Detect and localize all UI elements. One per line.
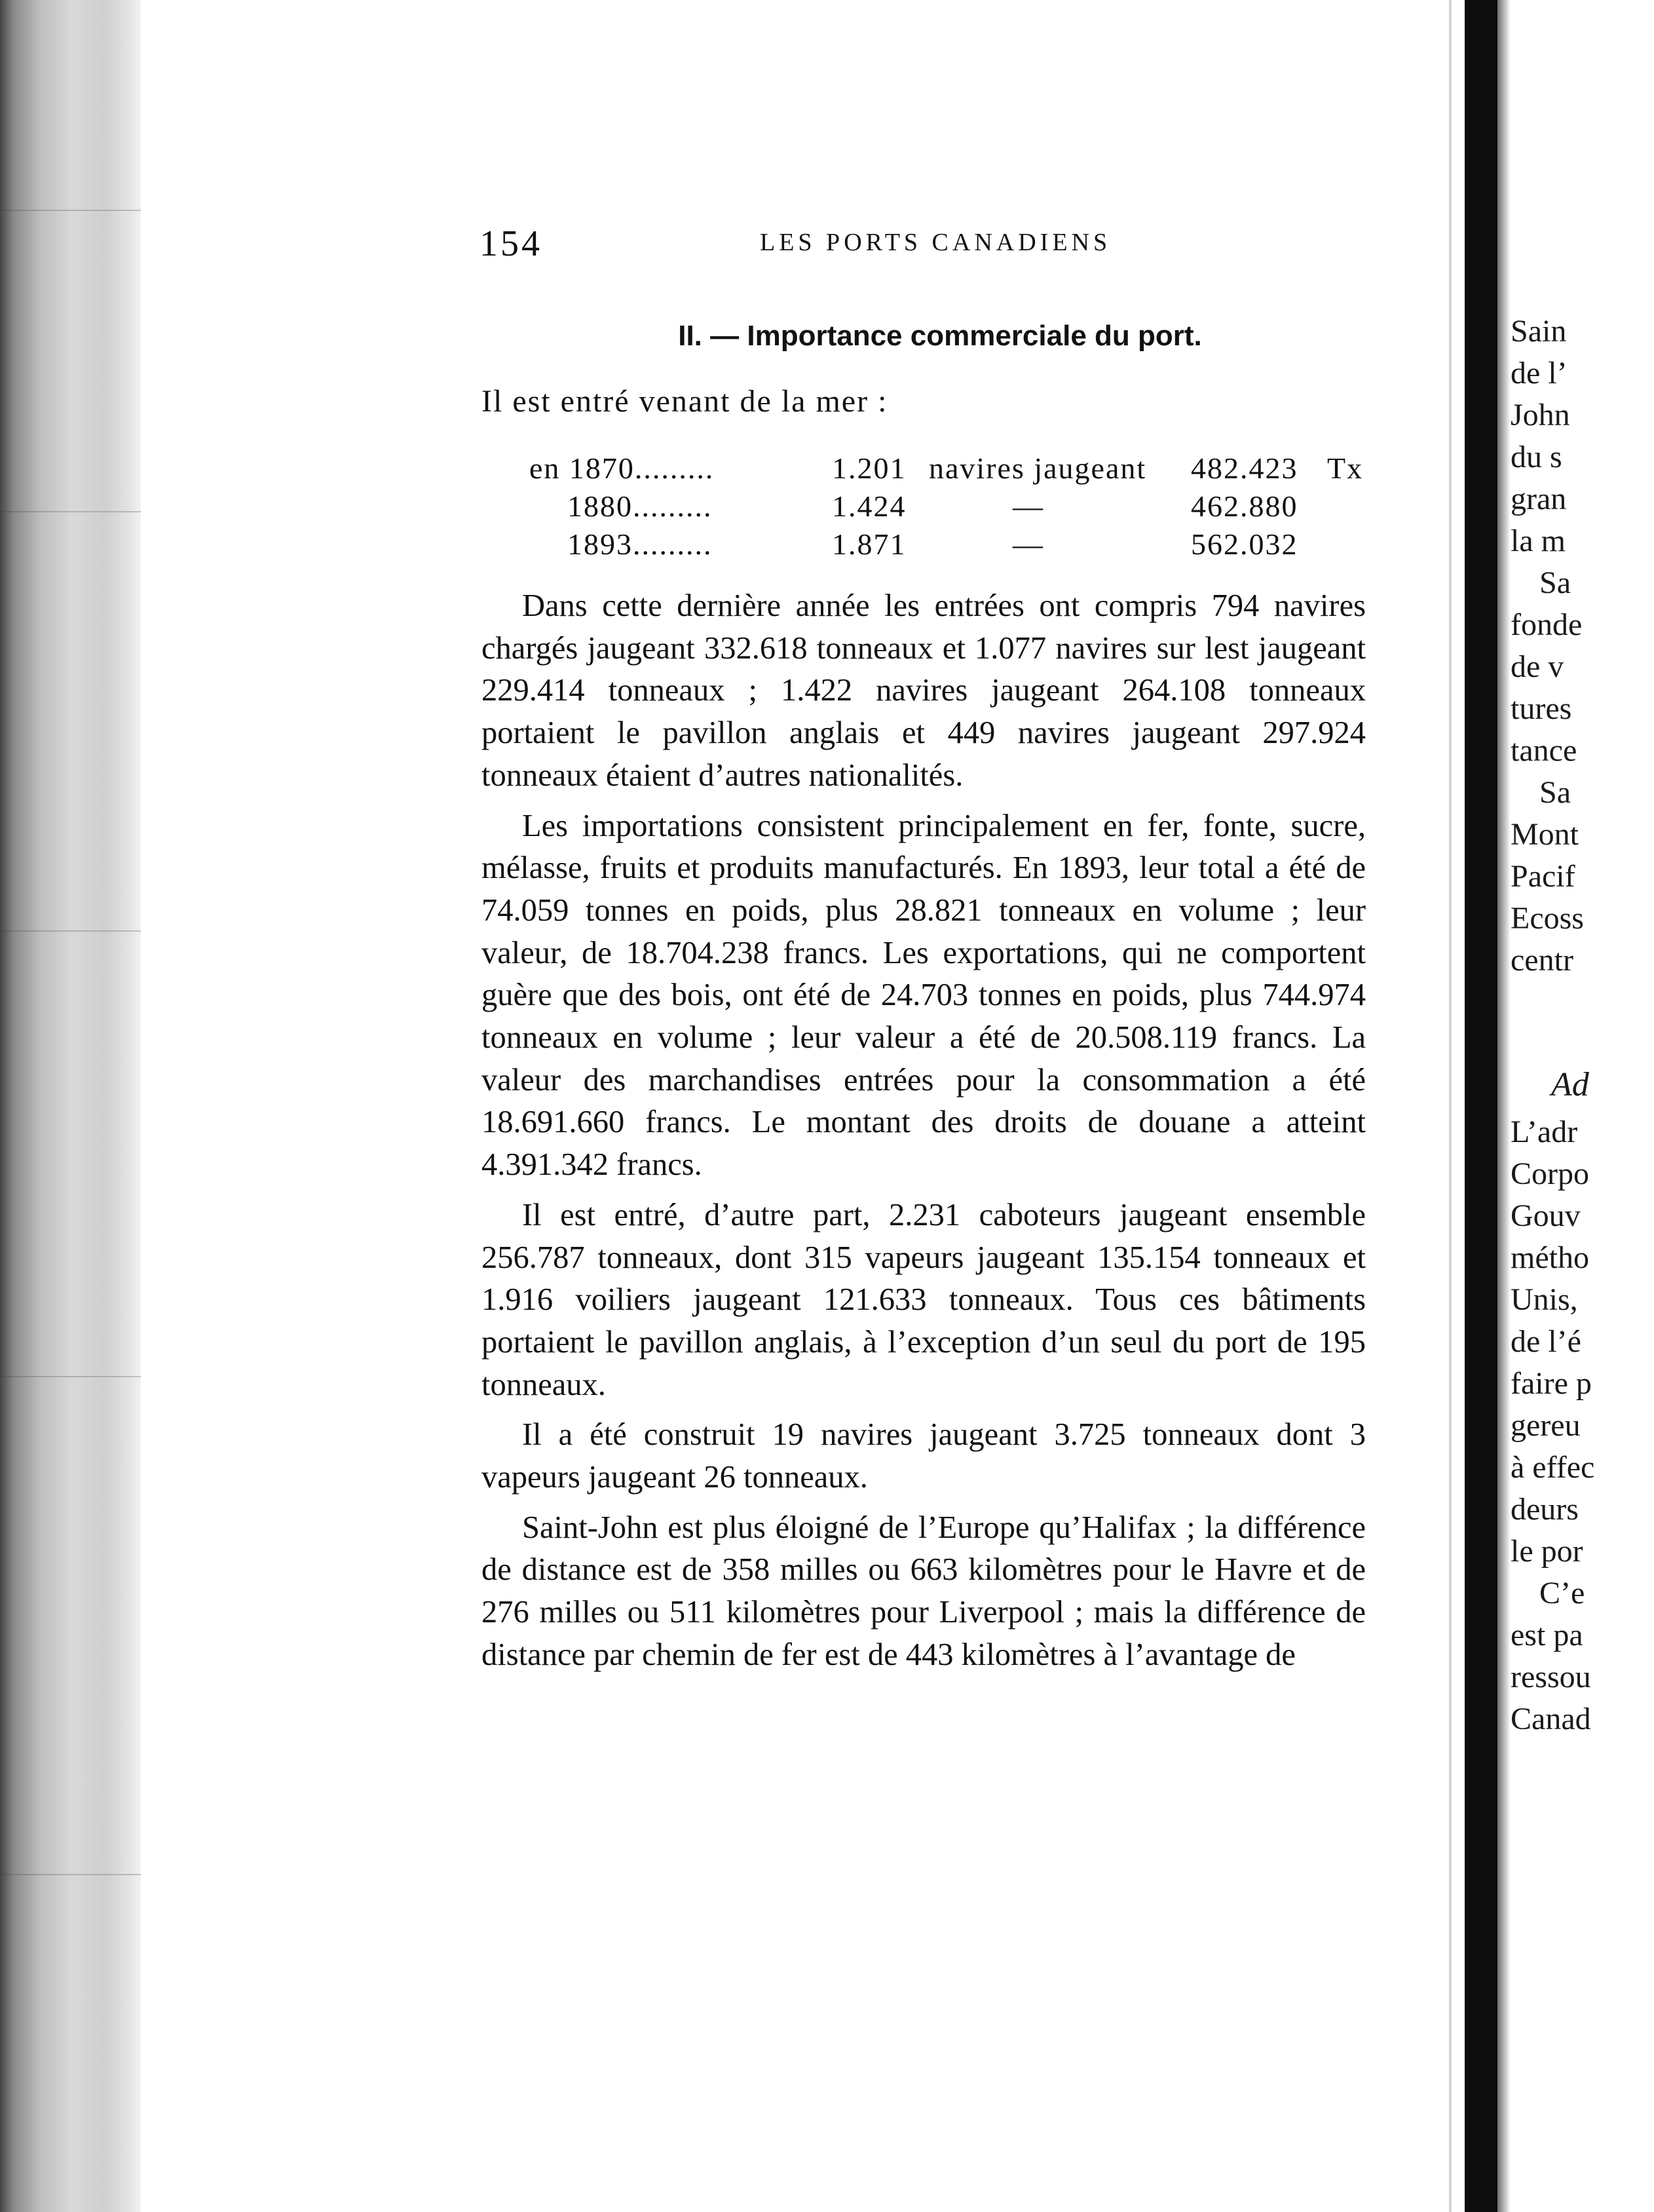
paragraph: Dans cette dernière année les entrées ont compris 794 navires chargés jaugeant 332.618 tonneaux et 1.077 navires sur lest jaugeant 229.414 tonneaux ; 1.422 navires jaugeant 264.108 tonneaux portaient le pavillon anglais et 449 navires jaugeant 297.924 tonneaux étaient d’autres nationalités. xyxy=(481,588,1366,793)
facing-line: C’e xyxy=(1539,1576,1585,1611)
facing-line: tance xyxy=(1511,733,1577,768)
book-gutter xyxy=(1465,0,1497,2212)
facing-line: de v xyxy=(1511,649,1564,684)
gutter-line xyxy=(1449,0,1452,2212)
stat-row xyxy=(529,451,1381,489)
facing-line: fonde xyxy=(1511,607,1583,642)
stat-year: 1893......... xyxy=(567,527,713,561)
facing-line: Canad xyxy=(1511,1702,1591,1736)
stat-year: en 1870......... xyxy=(529,451,715,485)
facing-line: Ecoss xyxy=(1511,901,1584,936)
shipping-stats-table xyxy=(529,451,1381,565)
facing-line: le por xyxy=(1511,1534,1583,1569)
facing-line: de l’é xyxy=(1511,1324,1581,1359)
stat-ships: 1.201 xyxy=(832,451,907,485)
stat-ditto: — xyxy=(1013,489,1044,523)
facing-line: Sa xyxy=(1539,565,1571,600)
facing-line: tures xyxy=(1511,691,1572,726)
facing-line: de l’ xyxy=(1511,356,1568,391)
facing-line: du s xyxy=(1511,440,1562,474)
facing-line: deurs xyxy=(1511,1492,1579,1527)
facing-heading: Ad xyxy=(1551,1066,1589,1103)
page-number: 154 xyxy=(479,223,542,264)
paragraph: Il a été construit 19 navires jaugeant 3.725 tonneaux dont 3 vapeurs jaugeant 26 tonneaux. xyxy=(481,1417,1366,1495)
stat-ships: 1.871 xyxy=(832,527,907,561)
facing-line: Sa xyxy=(1539,775,1571,810)
facing-line: Corpo xyxy=(1511,1156,1589,1191)
stat-year: 1880......... xyxy=(567,489,713,523)
stat-tonnage: 462.880 xyxy=(1191,489,1298,523)
facing-line: Unis, xyxy=(1511,1282,1578,1317)
facing-line: Mont xyxy=(1511,817,1579,852)
paragraph: Il est entré, d’autre part, 2.231 caboteurs jaugeant ensemble 256.787 tonneaux, dont 315 vapeurs jaugeant 135.154 tonneaux et 1.916 voiliers jaugeant 121.633 tonneaux. Tous ces bâtiments portaient le pavillon anglais, à l’exception d’un seul du port de 195 tonneaux. xyxy=(481,1197,1366,1402)
stat-tonnage: 562.032 xyxy=(1191,527,1298,561)
stat-unit: Tx xyxy=(1327,451,1364,485)
facing-line: gran xyxy=(1511,482,1567,516)
gutter-shadow xyxy=(1497,0,1511,2212)
facing-line: métho xyxy=(1511,1240,1589,1275)
running-title: LES PORTS CANADIENS xyxy=(760,229,1112,256)
facing-line: gereu xyxy=(1511,1408,1581,1443)
facing-page-fragment xyxy=(1511,0,1654,2212)
facing-line: centr xyxy=(1511,943,1573,978)
facing-line: John xyxy=(1511,398,1570,432)
facing-line: la m xyxy=(1511,524,1566,558)
stat-row xyxy=(529,489,1381,527)
facing-line: ressou xyxy=(1511,1660,1591,1694)
stat-ships: 1.424 xyxy=(832,489,907,523)
facing-line: est pa xyxy=(1511,1618,1583,1652)
facing-line: faire p xyxy=(1511,1366,1592,1401)
facing-line: Gouv xyxy=(1511,1198,1581,1233)
section-heading: II. — Importance commerciale du port. xyxy=(678,320,1202,352)
paragraph: Saint-John est plus éloigné de l’Europe qu’Halifax ; la différence de distance est de 358 milles ou 663 kilomètres pour le Havre et de 276 milles ou 511 kilomètres pour Liverpool ; mais la différence de distance par chemin de fer est de 443 kilomètres à l’avantage de xyxy=(481,1510,1366,1672)
body-text xyxy=(481,585,1366,1685)
running-head xyxy=(479,223,1370,262)
stat-ditto: — xyxy=(1013,527,1044,561)
facing-line: L’adr xyxy=(1511,1115,1578,1149)
facing-line: à effec xyxy=(1511,1450,1595,1485)
stat-tonnage: 482.423 xyxy=(1191,451,1298,485)
stat-label: navires jaugeant xyxy=(929,451,1147,485)
facing-line: Pacif xyxy=(1511,859,1575,894)
stat-row xyxy=(529,527,1381,565)
paragraph: Les importations consistent principalement en fer, fonte, sucre, mélasse, fruits et produits manufacturés. En 1893, leur total a été de 74.059 tonnes en poids, plus 28.821 tonneaux en volume ; leur valeur, de 18.704.238 francs. Les exportations, qui ne comportent guère que des bois, ont été de 24.703 tonnes en poids, plus 744.974 tonneaux en volume ; leur valeur a été de 20.508.119 francs. La valeur des marchandises entrées pour la consommation a été 18.691.660 francs. Le montant des droits de douane a atteint 4.391.342 francs. xyxy=(481,808,1366,1183)
intro-line: Il est entré venant de la mer : xyxy=(481,384,888,419)
facing-line: Sain xyxy=(1511,314,1567,349)
